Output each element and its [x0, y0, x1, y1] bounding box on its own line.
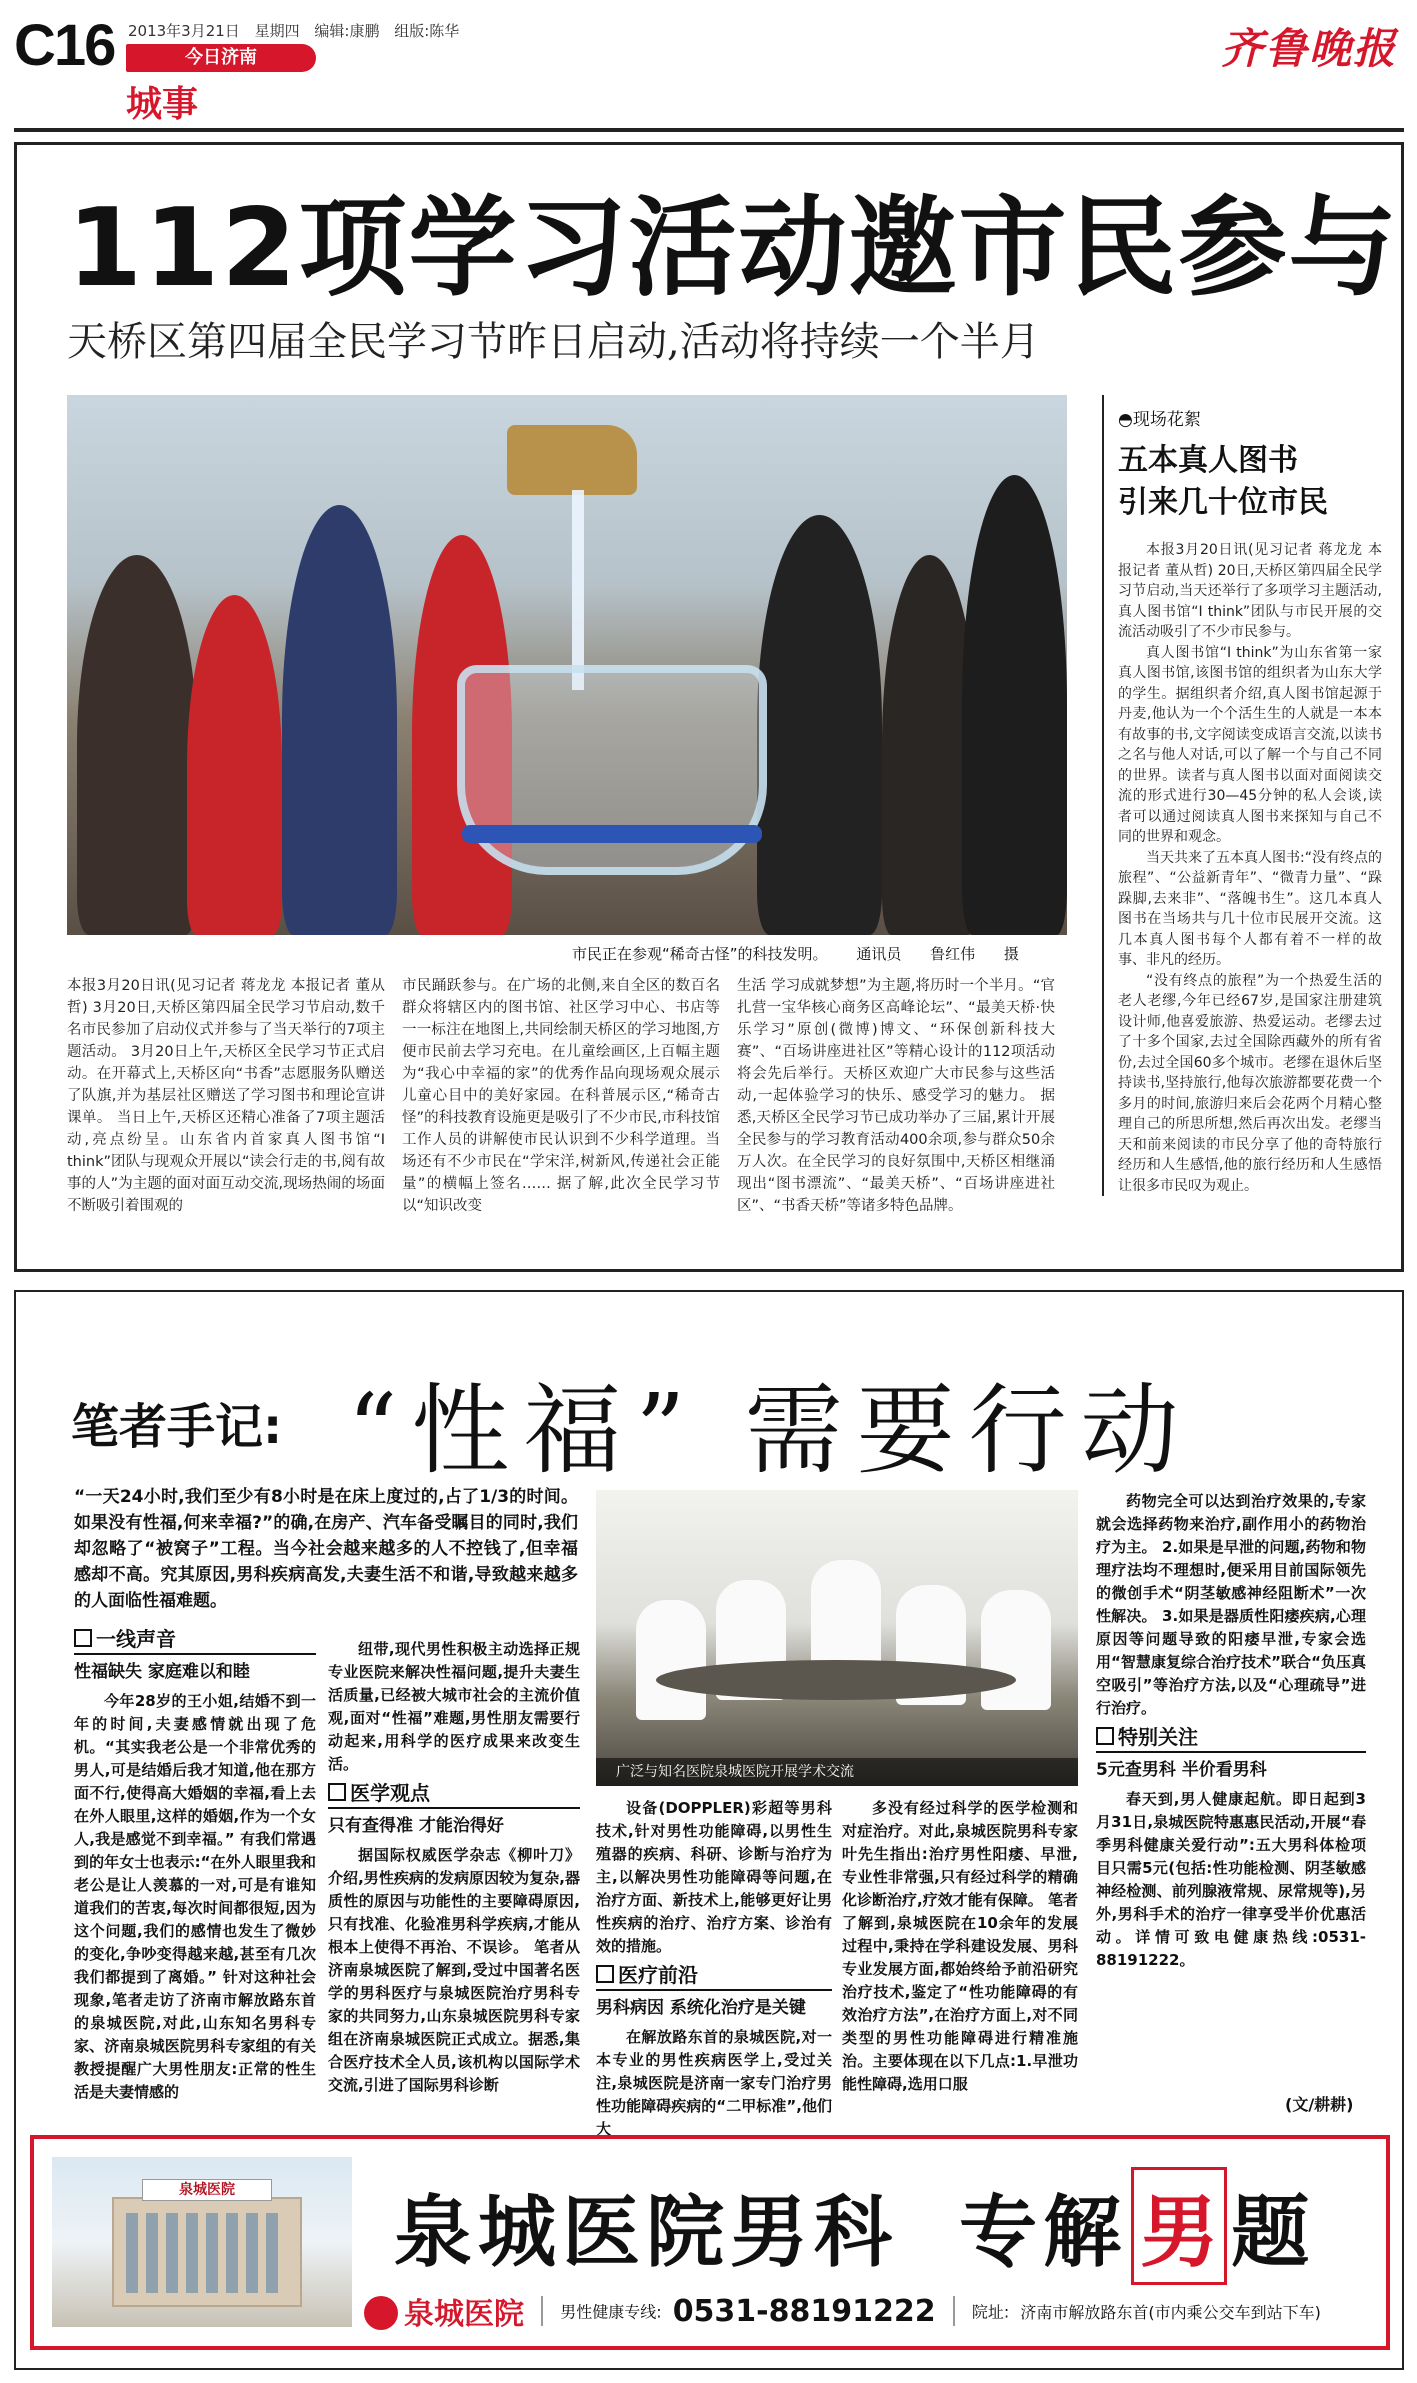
address-text: 济南市解放路东首(市内乘公交车到站下车) — [1020, 2302, 1321, 2322]
photo-doctor — [636, 1600, 706, 1720]
sidebar-title-line: 五本真人图书 — [1118, 443, 1298, 478]
water-tank-exhibit — [457, 665, 767, 875]
photo-caption — [572, 943, 1019, 964]
slogan-highlight: 男 — [1131, 2167, 1227, 2285]
section-subheading: 只有查得准 才能治得好 — [328, 1816, 504, 1836]
advertorial-kicker: 笔者手记: — [71, 1399, 283, 1455]
banner-slogan — [394, 2167, 1315, 2285]
building-sign: 泉城医院 — [142, 2179, 272, 2201]
faucet-sculpture — [507, 425, 637, 495]
article-photo — [67, 395, 1067, 935]
advertorial-column-4 — [842, 1797, 1078, 2096]
issue-weekday: 星期四 — [254, 22, 300, 40]
advertorial-intro: “一天24小时,我们至少有8小时是在床上度过的,占了1/3的时间。如果没有性福,何来幸福?”的确,在房产、汽车备受瞩目的同时,我们却忽略了“被窝子”工程。当今社会越来越多的人不控钱了,但幸福感却不高。究其原因,男科疾病高发,夫妻生活不和谐,导致越来越多的人面临性福难题。 — [74, 1487, 578, 1611]
article-column-3: 生活 学习成就梦想”为主题,将历时一个半月。“官扎营一宝华核心商务区高峰论坛”、“最美天桥·快乐学习”原创(微博)博文、“环保创新科技大赛”、“百场讲座进社区”等精心设计的112项活动将会先后举行。天桥区欢迎广大市民参与这些活动,一起体验学习的快乐、感受学习的魅力。 据悉,天桥区全民学习节已成功举办了三届,累计开展全民参与的学习教育活动400余项,参与群众50余万人次。在全民学习的良好氛围中,天桥区相继涌现出“图书漂流”、“最美天桥”、“百场讲座进社区”、“书香天桥”等诸多特色品牌。 — [737, 978, 1055, 1214]
hospital-banner-ad[interactable] — [30, 2135, 1390, 2350]
hospital-logo-text: 泉城医院 — [404, 2297, 524, 2332]
photo-person — [757, 515, 882, 935]
building-facade — [112, 2197, 302, 2307]
sidebar-paragraph: “没有终点的旅程”为一个热爱生活的老人老缪,今年已经67岁,是国家注册建筑设计师,他喜爱旅游、热爱运动。老缪去过了十多个国家,去过全国除西藏外的所有省份,去过全国60多个城市。老缪在退休后坚持读书,坚持旅行,他每次旅游都要花费一个多月的时间,旅游归来后会花两个月精心整理自己的所思所想,然后再次出发。老缪当天和前来阅读的市民分享了他的奇特旅行经历和人生感悟,他的旅行经历和人生感悟让很多市民叹为观止。 — [1118, 972, 1382, 1194]
credit-role: 通讯员 — [856, 945, 902, 963]
column-text: 药物完全可以达到治疗效果的,专家就会选择药物来治疗,副作用小的药物治疗为主。 2.如果是早泄的问题,药物和物理疗法均不理想时,便采用目前国际领先的微创手术“阴茎敏感神经阻断术”一次性解决。 3.如果是器质性阳痿疾病,心理原因等问题导致的阳痿早泄,专家会选用“智慧康复综合治疗技术”联合“负压真空吸引”等治疗方法,以及“心理疏导”进行治疗。 — [1096, 1492, 1366, 1717]
sidebar-story — [1102, 395, 1382, 1196]
meeting-table — [656, 1660, 1016, 1700]
page-meta — [128, 20, 469, 41]
sidebar-paragraph: 本报3月20日讯(见习记者 蒋龙龙 本报记者 董从哲) 20日,天桥区第四届全民学习节启动,当天还举行了多项学习主题活动,真人图书馆“I think”团队与市民开展的交流活动吸引了不少市民参与。 — [1118, 542, 1382, 640]
section-heading: 特别关注 — [1096, 1726, 1366, 1753]
advertorial-signature: (文/耕耕) — [1285, 2095, 1354, 2114]
caption-text: 市民正在参观“稀奇古怪”的科技发明。 — [572, 945, 828, 963]
divider — [953, 2296, 955, 2326]
photo-doctor — [981, 1590, 1051, 1710]
photo-caption: 广泛与知名医院泉城医院开展学术交流 — [596, 1758, 1078, 1786]
section-subheading: 性福缺失 家庭难以和睦 — [74, 1662, 250, 1682]
section-heading: 医学观点 — [328, 1782, 580, 1809]
photo-person — [187, 595, 282, 935]
banner-contact-bar — [364, 2289, 1374, 2333]
sidebar-paragraph: 当天共来了五本真人图书:“没有终点的旅程”、“公益新青年”、“微青力量”、“跺跺脚,去来非”、“落魄书生”。这几本真人图书在当场共与几十位市民展开交流。这几本真人图书每个人都有着不一样的故事、非凡的经历。 — [1118, 849, 1382, 968]
hotline-label: 男性健康专线: — [560, 2302, 662, 2322]
hospital-logo-icon — [364, 2296, 398, 2330]
credit-action: 摄 — [1003, 945, 1019, 963]
hotline-number[interactable]: 0531-88191222 — [672, 2293, 936, 2329]
newspaper-logo: 齐鲁晚报 — [1220, 24, 1397, 73]
article-headline: 112项学习活动邀市民参与 — [67, 186, 1399, 311]
slogan-part: 泉城医院男科 — [394, 2187, 899, 2278]
page-header — [0, 0, 1417, 140]
hospital-logo — [364, 2289, 524, 2333]
page-number: C16 — [14, 13, 115, 78]
divider — [541, 2296, 543, 2326]
advertorial-column-1 — [74, 1622, 316, 2104]
slogan-part: 题 — [1231, 2187, 1316, 2278]
article-column-2: 市民踊跃参与。在广场的北侧,来自全区的数百名群众将辖区内的图书馆、社区学习中心、书店等一一标注在地图上,共同绘制天桥区的学习地图,方便市民前去学习充电。在儿童绘画区,上百幅主题为“我心中幸福的家”的优秀作品向现场观众展示儿童心目中的美好家园。在科普展示区,“稀奇古怪”的科技教育设施更是吸引了不少市民,市科技馆工作人员的讲解使市民认识到不少科学道理。当场还有不少市民在“学宋洋,树新风,传递社会正能量”的横幅上签名…… 据了解,此次全民学习节以“知识改变 — [402, 978, 720, 1214]
photo-person — [282, 505, 397, 935]
section-body: 据国际权威医学杂志《柳叶刀》介绍,男性疾病的发病原因较为复杂,器质性的原因与功能性的主要障碍原因,只有找准、化验准男科学疾病,才能从根本上使得不再治、不误诊。 笔者从济南泉城医院了解到,受过中国著名医学的男科医疗与泉城医院治疗男科专家的共同努力,山东泉城医院男科专家组在济南泉城医院正式成立。据悉,集合医疗技术全人员,该机构以国际学术交流,引进了国际男科诊断 — [328, 1846, 580, 2094]
section-subheading: 男科病因 系统化治疗是关键 — [596, 1998, 806, 2018]
article-column-1: 本报3月20日讯(见习记者 蒋龙龙 本报记者 董从哲) 3月20日,天桥区第四届全民学习节启动,数千名市民参加了启动仪式并参与了当天举行的7项主题活动。 3月20日上午,天桥区全民学习节正式启动。在开幕式上,天桥区向“书香”志愿服务队赠送了队旗,并为基层社区赠送了学习图书和理论宣讲课单。 当日上午,天桥区还精心准备了7项主题活动,亮点纷呈。山东省内首家真人图书馆“I think”团队与现观众开展以“读会行走的书,阅有故事的人”为主题的面对面互动交流,现场热闹的场面不断吸引着围观的 — [67, 978, 385, 1214]
editor-credit: 编辑:康鹏 — [314, 22, 380, 40]
column-text: 纽带,现代男性积极主动选择正规专业医院来解决性福问题,提升夫妻生活质量,已经被大城市社会的主流价值观,面对“性福”难题,男性朋友需要行动起来,用科学的医疗成果来改变生活。 — [328, 1640, 580, 1773]
column-text: 设备(DOPPLER)彩超等男科技术,针对男性功能障碍,以男性生殖器的疾病、科研、诊断与治疗为主,以解决男性功能障碍等问题,在治疗方面、新技术上,能够更好让男性疾病的治疗、治疗方案、诊治有效的措施。 — [596, 1799, 832, 1955]
credit-name: 鲁红伟 — [930, 945, 976, 963]
advertorial-title — [71, 1352, 1193, 1493]
photo-person — [962, 475, 1067, 935]
section-name: 城事 — [126, 84, 199, 125]
article-subhead: 天桥区第四届全民学习节昨日启动,活动将持续一个半月 — [67, 319, 1040, 365]
advertorial-headline: “性福” 需要行动 — [347, 1374, 1193, 1488]
section-subheading: 5元查男科 半价看男科 — [1096, 1760, 1267, 1780]
section-tag: 今日济南 — [126, 44, 316, 72]
column-text: 多没有经过科学的医学检测和对症治疗。对此,泉城医院男科专家叶先生指出:治疗男性阳痿、早泄,专业性非常强,只有经过科学的精确化诊断治疗,疗效才能有保障。 笔者了解到,泉城医院在10余年的发展过程中,秉持在学科建设发展、男科专业发展方面,都始终给予前沿研究治疗技术,鉴定了“性功能障碍的有效治疗方法”,在治疗方面上,对不同类型的男性功能障碍进行精准施治。主要体现在以下几点:1.早泄功能性障碍,选用口服 — [842, 1799, 1078, 2093]
slogan-part: 专解 — [959, 2187, 1128, 2278]
sidebar-title-line: 引来几十位市民 — [1118, 485, 1328, 520]
sidebar-title — [1118, 440, 1382, 524]
designer-credit: 组版:陈华 — [394, 22, 460, 40]
sidebar-paragraph: 真人图书馆“I think”为山东省第一家真人图书馆,该图书馆的组织者为山东大学的学生。据组织者介绍,真人图书馆起源于丹麦,他认为一个个活生生的人就是一本本有故事的书,文字阅读变成语言交流,以读书之名与他人对话,可以了解一个与自己不同的世界。读者与真人图书以面对面阅读交流的形式进行30—45分钟的私人会谈,读者可以通过阅读真人图书来探知与自己不同的世界和观念。 — [1118, 644, 1382, 845]
consultation-photo — [596, 1490, 1078, 1786]
advertorial-column-5 — [1096, 1490, 1366, 1972]
section-body: 春天到,男人健康起航。即日起到3月31日,泉城医院特惠惠民活动,开展“春季男科健康关爱行动”:五大男科体检项目只需5元(包括:性功能检测、阴茎敏感神经检测、前列腺液常规、尿常规等),另外,男科手术的治疗一律享受半价优惠活动。详情可致电健康热线:0531-88191222。 — [1096, 1790, 1366, 1969]
issue-date: 2013年3月21日 — [128, 22, 240, 40]
tank-base — [462, 825, 762, 843]
section-heading: 医疗前沿 — [596, 1964, 832, 1991]
sidebar-kicker: ◓现场花絮 — [1118, 410, 1201, 430]
photo-person — [77, 555, 197, 935]
section-heading: 一线声音 — [74, 1628, 316, 1655]
address-label: 院址: — [971, 2302, 1010, 2322]
advertorial-column-2 — [328, 1490, 580, 2097]
water-stream — [572, 490, 584, 690]
sidebar-body — [1118, 540, 1382, 1196]
header-rule — [14, 128, 1404, 132]
advertorial-column-3 — [596, 1797, 832, 2141]
hospital-building-image — [52, 2157, 352, 2327]
section-body: 今年28岁的王小姐,结婚不到一年的时间,夫妻感情就出现了危机。“其实我老公是一个非常优秀的男人,可是结婚后我才知道,他在那方面不行,使得高大婚姻的幸福,看上去在外人眼里,这样的婚姻,作为一个女人,我是感觉不到幸福。” 有我们常遇到的年女士也表示:“在外人眼里我和老公是让人羡慕的一对,可是有谁知道我们的苦衷,每次时间都很短,因为这个问题,我们的感情也发生了微妙的变化,争吵变得越来越,甚至有几次我们都提到了离婚。” 针对这种社会现象,笔者走访了济南市解放路东首的泉城医院,对此,山东知名男科专家、济南泉城医院男科专家组的有关教授提醒广大男性朋友:正常的性生活是夫妻情感的 — [74, 1692, 316, 2101]
main-article-box — [14, 142, 1404, 1272]
section-body: 在解放路东首的泉城医院,对一本专业的男性疾病医学上,受过关注,泉城医院是济南一家专门治疗男性功能障碍疾病的“二甲标准”,他们大 — [596, 2028, 832, 2138]
